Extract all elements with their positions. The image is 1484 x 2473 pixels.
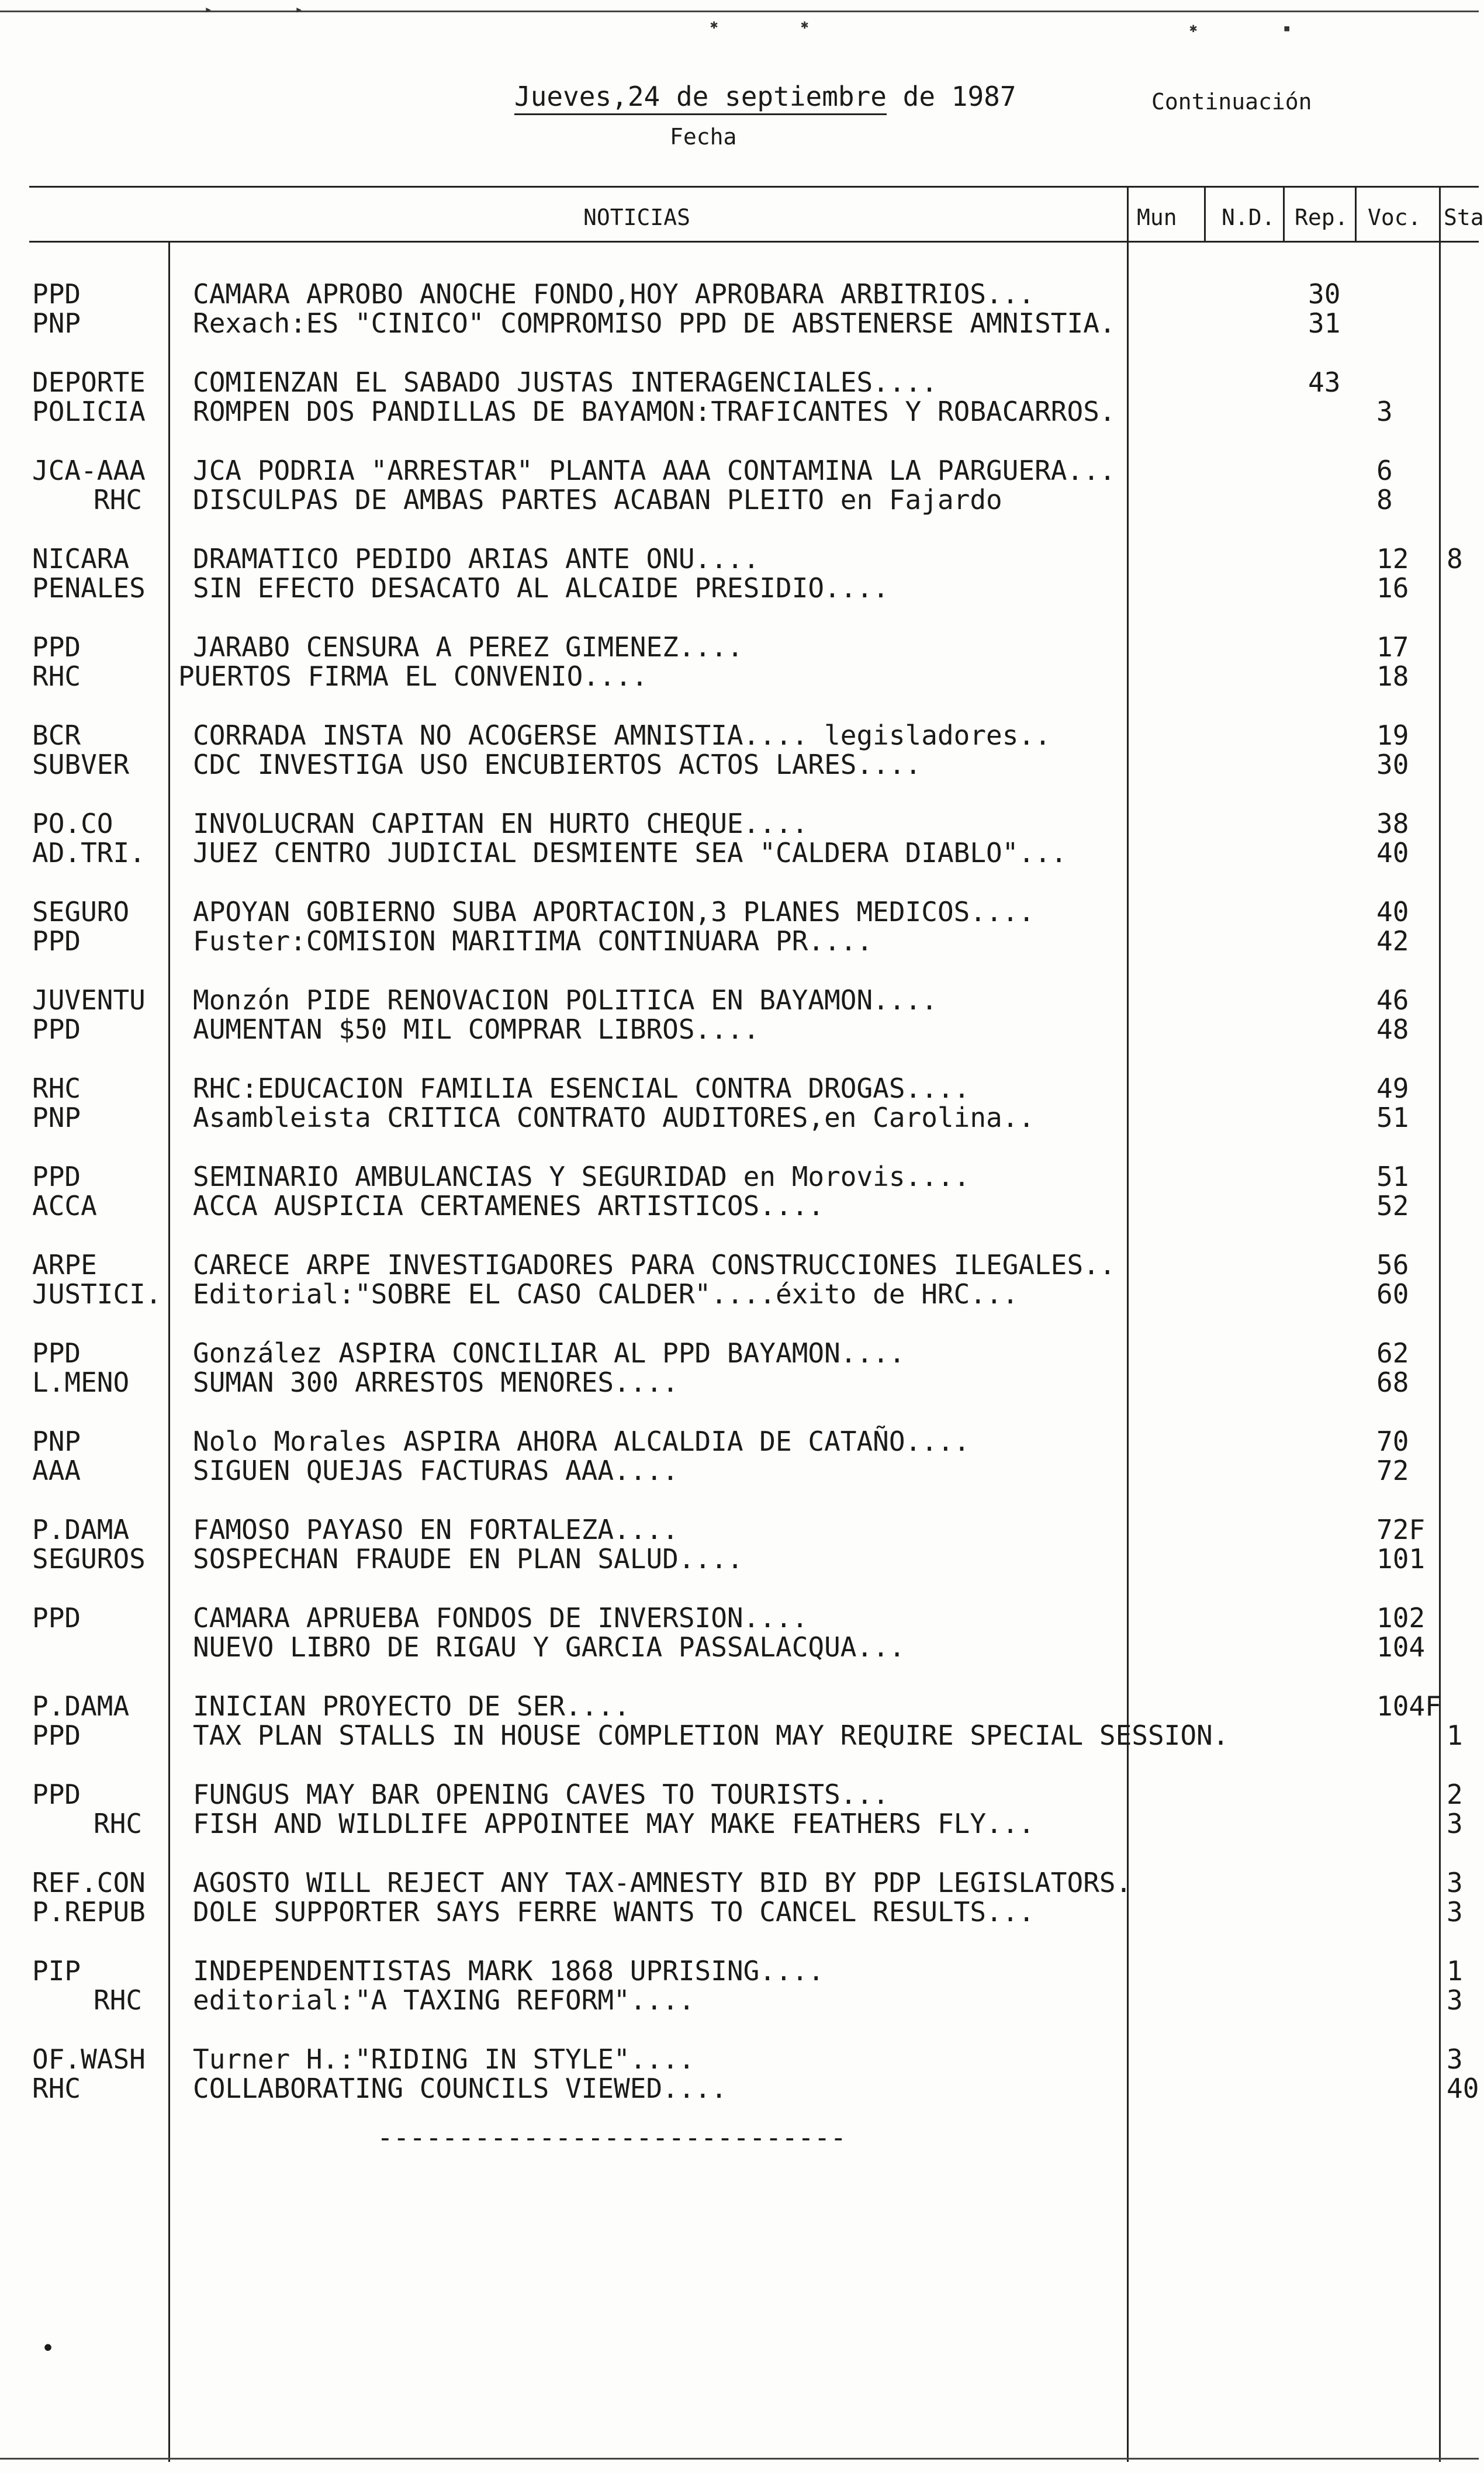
section-code: SEGUROS (32, 1543, 146, 1575)
speck-mark: ✱ (710, 18, 718, 32)
headline: TAX PLAN STALLS IN HOUSE COMPLETION MAY REQUIRE SPECIAL SESSION. (193, 1720, 1229, 1751)
date-line (514, 81, 1016, 112)
voc-page: 40 (1376, 837, 1409, 869)
section-code: BCR (32, 720, 81, 751)
voc-page: 51 (1376, 1102, 1409, 1133)
voc-page: 16 (1376, 572, 1409, 604)
section-code: AAA (32, 1455, 81, 1486)
sta-page: 3 (1447, 1896, 1463, 1928)
section-code: L.MENO (32, 1367, 130, 1398)
section-code: SUBVER (32, 749, 130, 780)
voc-page: 30 (1376, 749, 1409, 780)
section-code: ACCA (32, 1190, 97, 1222)
voc-page: 70 (1376, 1426, 1409, 1457)
speck-mark: ✱ (801, 18, 809, 32)
sta-page: 8 (1447, 543, 1463, 575)
headline: SIN EFECTO DESACATO AL ALCAIDE PRESIDIO.... (193, 572, 889, 604)
section-code: RHC (32, 1073, 81, 1104)
section-code: PIP (32, 1955, 81, 1987)
headline: APOYAN GOBIERNO SUBA APORTACION,3 PLANES MEDICOS.... (193, 896, 1035, 928)
rep-page: 43 (1308, 366, 1341, 398)
section-code: JCA-AAA (32, 455, 146, 486)
voc-page: 3 (1376, 396, 1393, 427)
headline: AGOSTO WILL REJECT ANY TAX-AMNESTY BID BY PDP LEGISLATORS. (193, 1867, 1132, 1898)
sta-page: 40 (1447, 2073, 1479, 2104)
table-top-rule (29, 186, 1479, 188)
section-code: NICARA (32, 543, 130, 575)
headline: INDEPENDENTISTAS MARK 1868 UPRISING.... (193, 1955, 825, 1987)
voc-page: 17 (1376, 631, 1409, 663)
headline: COMIENZAN EL SABADO JUSTAS INTERAGENCIALES.... (193, 366, 938, 398)
section-code: PPD (32, 925, 81, 957)
column-divider-rep (1283, 186, 1285, 241)
speck-mark: ▪ (1283, 21, 1291, 36)
bottom-edge-rule (0, 2458, 1479, 2460)
section-code: PPD (32, 631, 81, 663)
voc-page: 60 (1376, 1278, 1409, 1310)
headline: ACCA AUSPICIA CERTAMENES ARTISTICOS.... (193, 1190, 825, 1222)
section-code: PPD (32, 1337, 81, 1369)
headline: SEMINARIO AMBULANCIAS Y SEGURIDAD en Morovis.... (193, 1161, 970, 1192)
headline: DISCULPAS DE AMBAS PARTES ACABAN PLEITO en Fajardo (193, 484, 1002, 516)
headline: COLLABORATING COUNCILS VIEWED.... (193, 2073, 727, 2104)
headline: Monzón PIDE RENOVACION POLITICA EN BAYAMON.... (193, 984, 938, 1016)
speck-mark: ✱ (1189, 21, 1198, 36)
headline: FAMOSO PAYASO EN FORTALEZA.... (193, 1514, 679, 1545)
sta-page: 3 (1447, 2043, 1463, 2075)
headline: SOSPECHAN FRAUDE EN PLAN SALUD.... (193, 1543, 743, 1575)
rep-page: 31 (1308, 307, 1341, 339)
voc-page: 38 (1376, 808, 1409, 839)
section-code: RHC (94, 1808, 143, 1839)
voc-page: 68 (1376, 1367, 1409, 1398)
headline: CAMARA APROBO ANOCHE FONDO,HOY APROBARA ARBITRIOS... (193, 278, 1035, 310)
headline: JUEZ CENTRO JUDICIAL DESMIENTE SEA "CALDERA DIABLO"... (193, 837, 1067, 869)
headline: Rexach:ES "CINICO" COMPROMISO PPD DE ABSTENERSE AMNISTIA. (193, 307, 1116, 339)
headline: PUERTOS FIRMA EL CONVENIO.... (178, 660, 648, 692)
headline: editorial:"A TAXING REFORM".... (193, 1984, 695, 2016)
headline: AUMENTAN $50 MIL COMPRAR LIBROS.... (193, 1014, 760, 1045)
section-code: POLICIA (32, 396, 146, 427)
headline: CDC INVESTIGA USO ENCUBIERTOS ACTOS LARES.... (193, 749, 922, 780)
headline: CORRADA INSTA NO ACOGERSE AMNISTIA.... legisladores.. (193, 720, 1051, 751)
voc-page: 46 (1376, 984, 1409, 1016)
speck-mark: • (41, 2335, 56, 2362)
headline: INVOLUCRAN CAPITAN EN HURTO CHEQUE.... (193, 808, 808, 839)
fecha-label: Fecha (670, 124, 737, 150)
headline: FUNGUS MAY BAR OPENING CAVES TO TOURISTS... (193, 1779, 889, 1810)
section-code: P.DAMA (32, 1690, 130, 1722)
section-code: PPD (32, 278, 81, 310)
headline: SIGUEN QUEJAS FACTURAS AAA.... (193, 1455, 679, 1486)
section-code: ARPE (32, 1249, 97, 1281)
sta-page: 3 (1447, 1867, 1463, 1898)
date-year: de 1987 (886, 81, 1016, 112)
headline: SUMAN 300 ARRESTOS MENORES.... (193, 1367, 679, 1398)
headline: DOLE SUPPORTER SAYS FERRE WANTS TO CANCEL RESULTS... (193, 1896, 1035, 1928)
sta-page: 1 (1447, 1955, 1463, 1987)
section-code: OF.WASH (32, 2043, 146, 2075)
voc-page: 62 (1376, 1337, 1409, 1369)
headline: Nolo Morales ASPIRA AHORA ALCALDIA DE CATAÑO.... (193, 1426, 970, 1457)
top-edge-rule (0, 11, 1479, 12)
column-header-mun: Mun (1137, 205, 1177, 230)
voc-page: 8 (1376, 484, 1393, 516)
headline: Editorial:"SOBRE EL CASO CALDER"....éxito de HRC... (193, 1278, 1019, 1310)
headline: JCA PODRIA "ARRESTAR" PLANTA AAA CONTAMINA LA PARGUERA... (193, 455, 1116, 486)
voc-page: 51 (1376, 1161, 1409, 1192)
sta-page: 3 (1447, 1808, 1463, 1839)
headline: INICIAN PROYECTO DE SER.... (193, 1690, 630, 1722)
rep-page: 30 (1308, 278, 1341, 310)
section-code: PPD (32, 1779, 81, 1810)
section-code: JUSTICI. (32, 1278, 162, 1310)
section-code: DEPORTE (32, 366, 146, 398)
headline: CARECE ARPE INVESTIGADORES PARA CONSTRUCCIONES ILEGALES.. (193, 1249, 1116, 1281)
column-divider-mun (1127, 186, 1129, 2462)
headline: González ASPIRA CONCILIAR AL PPD BAYAMON.... (193, 1337, 905, 1369)
speck-mark: ▸ (205, 2, 213, 17)
section-code: P.REPUB (32, 1896, 146, 1928)
section-code: RHC (32, 660, 81, 692)
column-header-sta: Sta (1444, 205, 1484, 230)
section-code: PNP (32, 1426, 81, 1457)
voc-page: 42 (1376, 925, 1409, 957)
voc-page: 102 (1376, 1602, 1426, 1634)
voc-page: 52 (1376, 1190, 1409, 1222)
headline: Turner H.:"RIDING IN STYLE".... (193, 2043, 695, 2075)
headline: FISH AND WILDLIFE APPOINTEE MAY MAKE FEATHERS FLY... (193, 1808, 1035, 1839)
section-code: PPD (32, 1720, 81, 1751)
voc-page: 40 (1376, 896, 1409, 928)
voc-page: 48 (1376, 1014, 1409, 1045)
section-code: PPD (32, 1014, 81, 1045)
voc-page: 56 (1376, 1249, 1409, 1281)
voc-page: 72 (1376, 1455, 1409, 1486)
section-code: REF.CON (32, 1867, 146, 1898)
column-header-voc: Voc. (1368, 205, 1421, 230)
voc-page: 18 (1376, 660, 1409, 692)
column-divider-sta (1439, 186, 1441, 2462)
section-code: SEGURO (32, 896, 130, 928)
headline: NUEVO LIBRO DE RIGAU Y GARCIA PASSALACQUA... (193, 1631, 905, 1663)
headline: JARABO CENSURA A PEREZ GIMENEZ.... (193, 631, 743, 663)
voc-page: 6 (1376, 455, 1393, 486)
voc-page: 104F (1376, 1690, 1441, 1722)
column-divider-voc (1355, 186, 1357, 241)
date-underlined: Jueves,24 de septiembre (514, 81, 887, 115)
section-code: RHC (32, 2073, 81, 2104)
section-code: PNP (32, 1102, 81, 1133)
voc-page: 101 (1376, 1543, 1426, 1575)
section-code: P.DAMA (32, 1514, 130, 1545)
table-header-rule (29, 241, 1479, 243)
column-divider-code (168, 241, 170, 2462)
section-code: PNP (32, 307, 81, 339)
section-code: PO.CO (32, 808, 113, 839)
speck-mark: ▸ (295, 2, 303, 17)
voc-page: 12 (1376, 543, 1409, 575)
column-header-rep: Rep. (1295, 205, 1348, 230)
column-divider-nd (1204, 186, 1206, 241)
section-code: PPD (32, 1602, 81, 1634)
section-code: RHC (94, 1984, 143, 2016)
voc-page: 104 (1376, 1631, 1426, 1663)
continuacion-label: Continuación (1151, 89, 1312, 115)
sta-page: 3 (1447, 1984, 1463, 2016)
sta-page: 2 (1447, 1779, 1463, 1810)
section-code: PPD (32, 1161, 81, 1192)
section-code: JUVENTU (32, 984, 146, 1016)
headline: RHC:EDUCACION FAMILIA ESENCIAL CONTRA DROGAS.... (193, 1073, 970, 1104)
voc-page: 72F (1376, 1514, 1426, 1545)
headline: DRAMATICO PEDIDO ARIAS ANTE ONU.... (193, 543, 760, 575)
closing-dash-line: ----------------------------- (377, 2122, 847, 2153)
voc-page: 19 (1376, 720, 1409, 751)
section-code: AD.TRI. (32, 837, 146, 869)
voc-page: 49 (1376, 1073, 1409, 1104)
column-header-nd: N.D. (1222, 205, 1275, 230)
section-code: PENALES (32, 572, 146, 604)
headline: Asambleista CRITICA CONTRATO AUDITORES,en Carolina.. (193, 1102, 1035, 1133)
headline: CAMARA APRUEBA FONDOS DE INVERSION.... (193, 1602, 808, 1634)
sta-page: 1 (1447, 1720, 1463, 1751)
headline: Fuster:COMISION MARITIMA CONTINUARA PR.... (193, 925, 873, 957)
headline: ROMPEN DOS PANDILLAS DE BAYAMON:TRAFICANTES Y ROBACARROS. (193, 396, 1116, 427)
column-header-noticias: NOTICIAS (583, 205, 691, 230)
section-code: RHC (94, 484, 143, 516)
